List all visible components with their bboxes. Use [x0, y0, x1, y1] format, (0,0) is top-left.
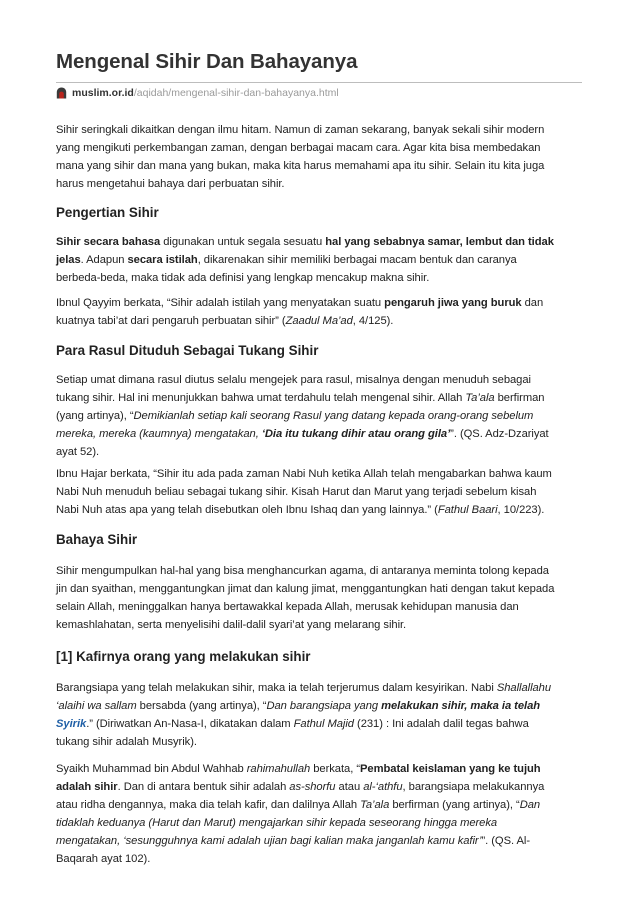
text-run: hal yang sebabnya samar, lembut dan tidak: [325, 236, 554, 248]
text-run: Ibnul Qayyim berkata, “Sihir adalah istilah yang menyatakan suatu: [56, 297, 385, 309]
text-run: Syaikh Muhammad bin Abdul Wahhab: [56, 763, 247, 775]
source-line: [56, 87, 339, 99]
text-run: al-‘athfu: [363, 781, 403, 794]
text-run: Ta’ala: [465, 392, 495, 405]
text-line: [56, 233, 586, 251]
intro-line: Sihir seringkali dikaitkan dengan ilmu hitam. Namun di zaman sekarang, banyak sekali sihir modern: [56, 124, 545, 136]
text-line: [56, 778, 586, 796]
text-line: jin dan syaithan, menggantungkan jimat dan kalung jimat, menggantungkan hati dengan takut kepada: [56, 583, 555, 596]
text-run: mereka, mereka (kaumnya) mengatakan,: [56, 428, 262, 441]
text-run: jelas: [56, 254, 81, 267]
text-run: Barangsiapa yang telah melakukan sihir, maka ia telah terjerumus dalam kesyirikan. Nabi: [56, 682, 497, 694]
intro-line: mana yang sihir dan mana yang bukan, maka kita harus memahami apa itu sihir. Selain itu kita juga: [56, 160, 545, 173]
text-run: ”. (QS. Al-: [481, 835, 531, 848]
text-line: kemashlahatan, serta menyelisihi dalil-dalil syari’at yang melarang sihir.: [56, 619, 407, 632]
text-run: tukang sihir. Hal ini menunjukkan bahwa umat terdahulu telah mengenal sihir. Allah: [56, 392, 466, 405]
text-run: ”. (QS. Adz-Dzariyat: [450, 428, 549, 441]
text-run: pengaruh jiwa yang buruk: [384, 297, 522, 309]
text-line: [56, 832, 586, 850]
text-run: Demikianlah setiap kali seorang Rasul yang datang kepada orang-orang sebelum: [133, 410, 534, 423]
text-run: , 4/125).: [352, 315, 394, 328]
syirik-link[interactable]: Syirik: [56, 718, 87, 731]
text-run: ‘alaihi wa sallam: [56, 700, 137, 713]
title-divider: [56, 82, 582, 83]
intro-paragraph: [56, 121, 586, 193]
text-run: , dikarenakan sihir memiliki berbagai macam bentuk dan caranya: [197, 254, 517, 267]
text-run: berkata, “: [310, 763, 361, 775]
heading-kafirnya: [1] Kafirnya orang yang melakukan sihir: [56, 649, 311, 664]
text-run: bersabda (yang artinya), “: [136, 700, 267, 713]
intro-line: yang mengikuti perkembangan zaman, dengan berbagai macam cara. Agar kita bisa membedakan: [56, 142, 541, 155]
text-line: [56, 814, 586, 832]
text-run: secara istilah: [127, 254, 198, 267]
text-run: Ta’ala: [360, 799, 390, 812]
text-line: Ibnu Hajar berkata, “Sihir itu ada pada zaman Nabi Nuh ketika Allah telah mengabarkan bahwa kaum: [56, 468, 552, 480]
text-run: berfirman: [494, 392, 545, 405]
text-line: Baqarah ayat 102).: [56, 853, 151, 866]
rasul-paragraph-1: [56, 371, 586, 461]
intro-line: harus mengetahui bahaya dari perbuatan sihir.: [56, 178, 285, 191]
source-path-link[interactable]: /aqidah/mengenal-sihir-dan-bahayanya.html: [133, 87, 339, 99]
text-run: berfirman (yang artinya), “: [389, 799, 520, 812]
text-line: Setiap umat dimana rasul diutus selalu mengejek para rasul, misalnya dengan menuduh sebagai: [56, 374, 531, 386]
pengertian-paragraph-1: [56, 233, 586, 287]
text-run: tidaklah keduanya (Harut dan Marut) mengajarkan sihir kepada seseorang hingga mereka: [56, 817, 498, 830]
text-line: [56, 294, 586, 312]
text-run: atau ridha dengannya, maka dia telah kafir, dan dalilnya Allah: [56, 799, 361, 812]
text-run: .” (Diriwatkan An-Nasa-I, dikatakan dalam: [86, 718, 294, 731]
text-run: Dan: [519, 799, 541, 812]
text-run: , barangsiapa melakukannya: [402, 781, 545, 794]
text-line: selain Allah, meninggalkan hanya bertawakkal kepada Allah, merusak kehidupan manusia dan: [56, 601, 519, 614]
text-run: Nabi Nuh atas apa yang telah disebutkan oleh Ibnu Ishaq dan yang lainnya.” (: [56, 504, 438, 517]
text-run: as-shorfu: [289, 781, 336, 794]
text-run: (yang artinya), “: [56, 410, 134, 423]
text-line: tukang sihir adalah Musyrik).: [56, 736, 197, 749]
muslim-or-id-favicon-icon: [56, 87, 67, 99]
text-line: Nabi Nuh menuduh beliau sebagai tukang sihir. Kisah Harut dan Marut yang terjadi sebelum kisah: [56, 486, 537, 499]
source-domain-link[interactable]: muslim.or.id: [72, 87, 134, 99]
rasul-paragraph-2: [56, 465, 586, 519]
text-run: , 10/223).: [497, 504, 545, 517]
text-run: ‘Dia itu tukang dihir atau orang gila’: [261, 428, 451, 441]
text-line: ayat 52).: [56, 446, 100, 459]
text-line: [56, 501, 586, 519]
text-line: [56, 697, 586, 715]
heading-pengertian-sihir: Pengertian Sihir: [56, 205, 159, 220]
text-run: Sihir secara bahasa: [56, 236, 161, 248]
bahaya-paragraph: [56, 562, 586, 634]
text-run: adalah sihir: [56, 781, 118, 794]
text-run: kuatnya tabi’at dari pengaruh perbuatan sihir” (: [56, 315, 286, 328]
text-run: Zaadul Ma’ad: [285, 315, 353, 328]
text-run: Fathul Majid: [293, 718, 354, 731]
text-line: [56, 796, 586, 814]
text-run: . Dan di antara bentuk sihir adalah: [117, 781, 290, 794]
text-run: digunakan untuk segala sesuatu: [160, 236, 326, 248]
text-line: [56, 425, 586, 443]
text-line: [56, 389, 586, 407]
text-line: [56, 407, 586, 425]
text-run: Fathul Baari: [437, 504, 498, 517]
text-line: [56, 715, 586, 733]
text-line: [56, 679, 586, 697]
text-run: Dan barangsiapa yang: [266, 700, 382, 713]
kafir-paragraph-1: [56, 679, 586, 751]
text-run: atau: [335, 781, 364, 794]
text-run: (231) : Ini adalah dalil tegas bahwa: [353, 718, 529, 731]
text-line: [56, 760, 586, 778]
text-run: mengatakan, ‘sesungguhnya kami adalah ujian bagi kalian maka janganlah kamu kafir’: [56, 835, 482, 848]
text-line: berbeda-beda, maka tidak ada definisi yang lengkap mencakup makna sihir.: [56, 272, 430, 285]
text-line: [56, 251, 586, 269]
heading-para-rasul: Para Rasul Dituduh Sebagai Tukang Sihir: [56, 343, 319, 358]
text-run: rahimahullah: [246, 763, 311, 775]
text-line: [56, 312, 586, 330]
text-run: Shallallahu: [496, 682, 552, 694]
text-run: melakukan sihir, maka ia telah: [381, 700, 541, 713]
text-run: . Adapun: [80, 254, 128, 267]
heading-bahaya-sihir: Bahaya Sihir: [56, 532, 138, 547]
pengertian-paragraph-2: [56, 294, 586, 330]
text-line: Sihir mengumpulkan hal-hal yang bisa menghancurkan agama, di antaranya meminta tolong kepada: [56, 565, 549, 577]
text-run: Pembatal keislaman yang ke tujuh: [360, 763, 541, 775]
text-run: dan: [521, 297, 544, 309]
article-title: Mengenal Sihir Dan Bahayanya: [56, 50, 358, 73]
kafir-paragraph-2: [56, 760, 586, 869]
